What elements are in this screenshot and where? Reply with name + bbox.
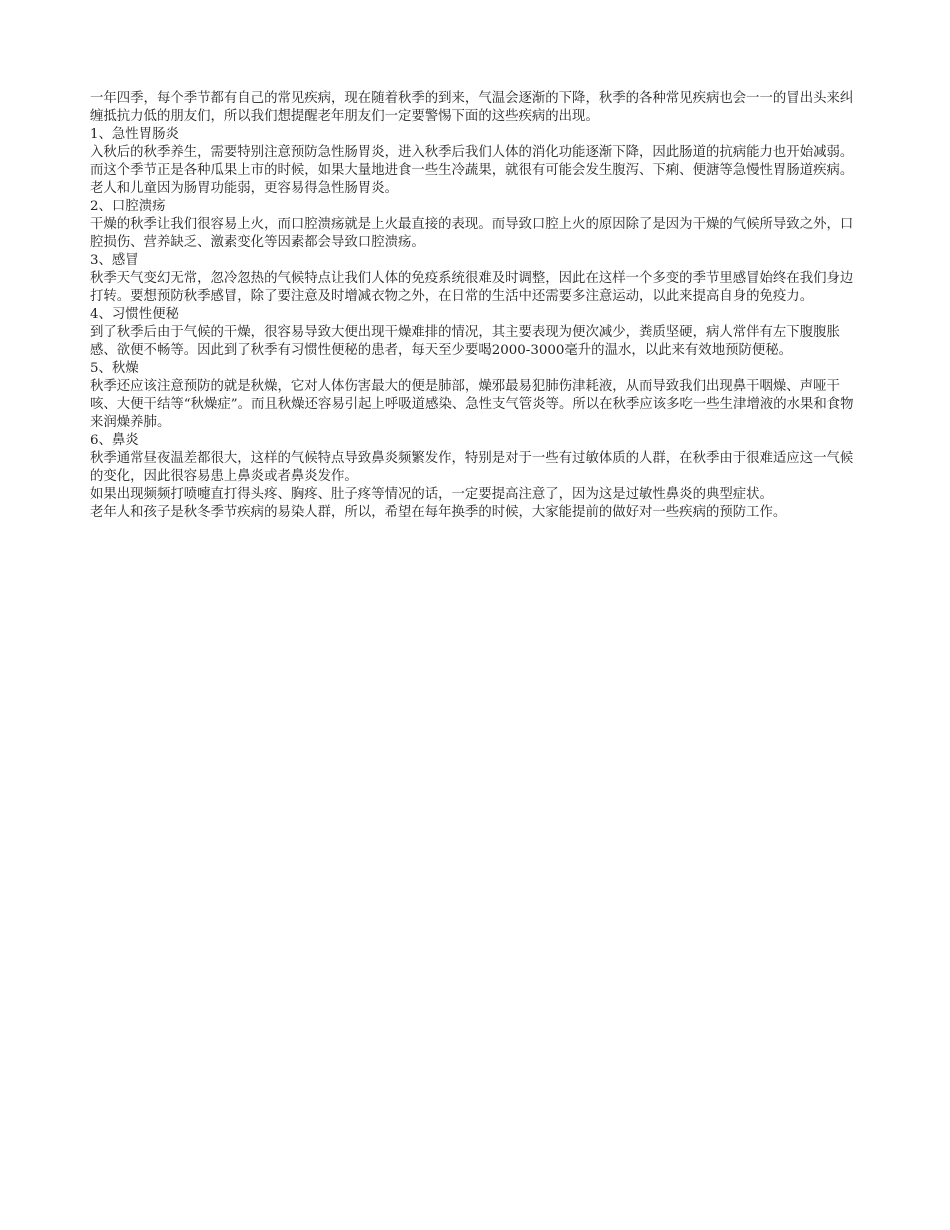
section-heading-1: 1、急性胃肠炎 [90, 127, 179, 142]
section-paragraph-3: 秋季天气变幻无常，忽冷忽热的气候特点让我们人体的免疫系统很难及时调整，因此在这样一个多变的季节里感冒始终在我们身边打转。要想预防秋季感冒，除了要注意及时增减衣物之外，在日常的生活中还需要多注意运动，以此来提高自身的免疫力。 [90, 271, 854, 304]
section-heading-6: 6、鼻炎 [90, 433, 139, 448]
section-heading-3: 3、感冒 [90, 253, 139, 268]
section-heading-4: 4、习惯性便秘 [90, 307, 179, 322]
closing-paragraph: 老年人和孩子是秋冬季节疾病的易染人群，所以，希望在每年换季的时候，大家能提前的做好对一些疾病的预防工作。 [90, 505, 787, 520]
intro-paragraph: 一年四季，每个季节都有自己的常见疾病，现在随着秋季的到来，气温会逐渐的下降，秋季的各种常见疾病也会一一的冒出头来纠缠抵抗力低的朋友们，所以我们想提醒老年朋友们一定要警惕下面的这些疾病的出现。 [90, 91, 854, 124]
document-body [90, 90, 862, 522]
section-paragraph-2: 干燥的秋季让我们很容易上火，而口腔溃疡就是上火最直接的表现。而导致口腔上火的原因除了是因为干燥的气候所导致之外，口腔损伤、营养缺乏、激素变化等因素都会导致口腔溃疡。 [90, 217, 854, 250]
section-paragraph-1: 入秋后的秋季养生，需要特别注意预防急性肠胃炎，进入秋季后我们人体的消化功能逐渐下降，因此肠道的抗病能力也开始减弱。而这个季节正是各种瓜果上市的时候，如果大量地进食一些生冷蔬果，就很有可能会发生腹泻、下痢、便溏等急慢性胃肠道疾病。老人和儿童因为肠胃功能弱，更容易得急性肠胃炎。 [90, 145, 854, 196]
section-paragraph-6b: 如果出现频频打喷嚏直打得头疼、胸疼、肚子疼等情况的话，一定要提高注意了，因为这是过敏性鼻炎的典型症状。 [90, 487, 773, 502]
section-heading-5: 5、秋燥 [90, 361, 139, 376]
section-paragraph-4: 到了秋季后由于气候的干燥，很容易导致大便出现干燥难排的情况，其主要表现为便次减少，粪质坚硬，病人常伴有左下腹腹胀感、欲便不畅等。因此到了秋季有习惯性便秘的患者，每天至少要喝2000-3000毫升的温水，以此来有效地预防便秘。 [90, 325, 840, 358]
section-paragraph-5: 秋季还应该注意预防的就是秋燥，它对人体伤害最大的便是肺部，燥邪最易犯肺伤津耗液，从而导致我们出现鼻干咽燥、声哑干咳、大便干结等“秋燥症”。而且秋燥还容易引起上呼吸道感染、急性支气管炎等。所以在秋季应该多吃一些生津增液的水果和食物来润燥养肺。 [90, 379, 854, 430]
section-paragraph-6a: 秋季通常昼夜温差都很大，这样的气候特点导致鼻炎频繁发作，特别是对于一些有过敏体质的人群，在秋季由于很难适应这一气候的变化，因此很容易患上鼻炎或者鼻炎发作。 [90, 451, 854, 484]
section-heading-2: 2、口腔溃疡 [90, 199, 166, 214]
